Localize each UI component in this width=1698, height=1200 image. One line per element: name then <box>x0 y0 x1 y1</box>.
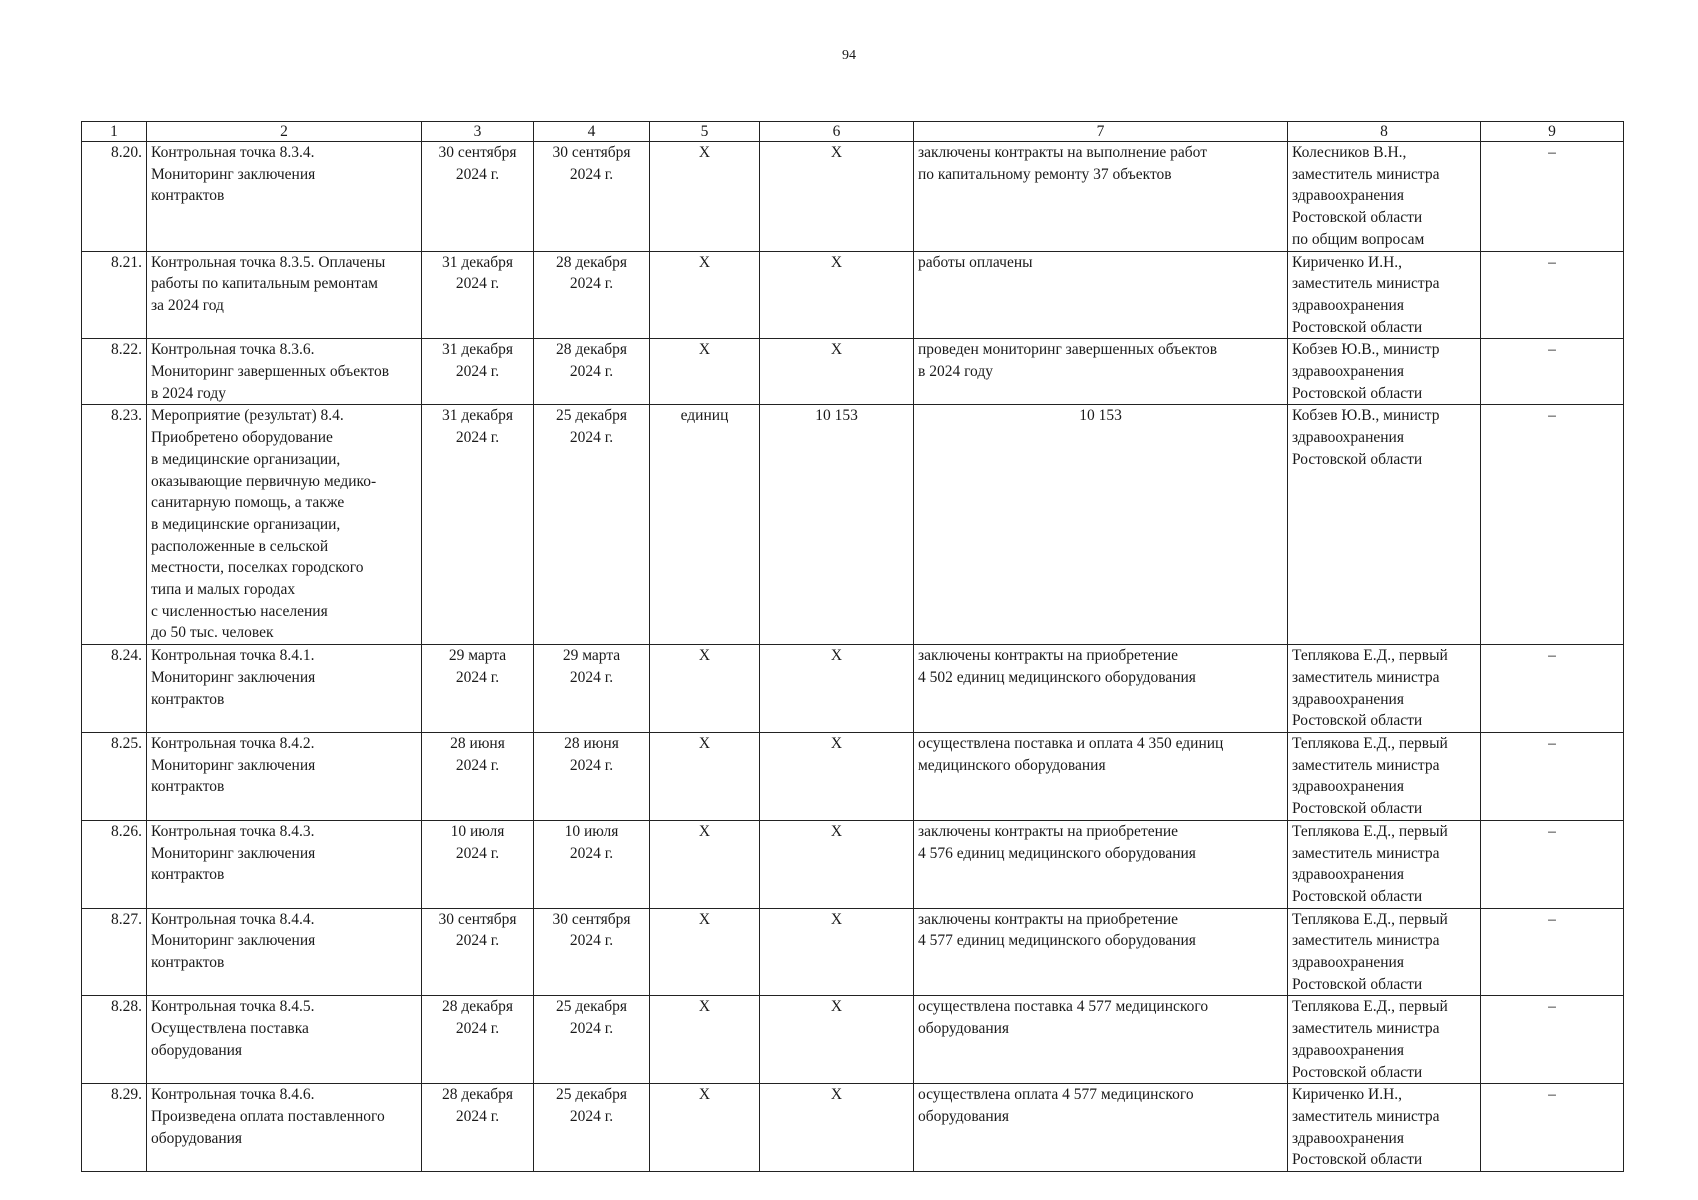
cell-text: 2024 г. <box>455 844 500 862</box>
cell-text: заместитель министра <box>1292 275 1440 293</box>
cell-text: 2024 г. <box>455 363 500 381</box>
date-forecast <box>534 820 650 908</box>
result-cell <box>914 251 1288 339</box>
cell-text: Мониторинг заключения <box>151 165 316 183</box>
table-row <box>82 405 1624 645</box>
responsible-cell <box>1288 996 1481 1084</box>
cell-text: Контрольная точка 8.4.3. <box>151 822 315 840</box>
value-cell <box>760 405 914 645</box>
cell-text: Контрольная точка 8.3.5. Оплачены <box>151 253 386 271</box>
column-header: 5 <box>650 122 760 142</box>
table-row <box>82 908 1624 996</box>
row-name <box>147 405 422 645</box>
cell-text: X <box>830 910 843 928</box>
cell-text: – <box>1548 253 1556 271</box>
cell-text: здравоохранения <box>1292 1129 1404 1147</box>
cell-text: – <box>1548 1086 1556 1104</box>
value-cell <box>760 996 914 1084</box>
row-number <box>82 732 147 820</box>
cell-text: 10 июля <box>564 822 619 840</box>
unit-cell <box>650 251 760 339</box>
cell-text: 8.20. <box>111 144 142 161</box>
cell-text: X <box>830 1086 843 1104</box>
date-forecast <box>534 251 650 339</box>
note-cell <box>1481 908 1624 996</box>
cell-text: 8.22. <box>111 341 142 359</box>
cell-text: X <box>830 341 843 359</box>
result-cell <box>914 645 1288 733</box>
cell-text: Контрольная точка 8.4.1. <box>151 647 315 665</box>
result-cell <box>914 820 1288 908</box>
cell-text: 2024 г. <box>455 756 500 774</box>
cell-text: за 2024 год <box>151 296 224 314</box>
cell-text: заместитель министра <box>1292 668 1440 686</box>
cell-text: Контрольная точка 8.4.4. <box>151 910 315 928</box>
cell-text: 10 июля <box>450 822 505 840</box>
page-number: 94 <box>842 48 856 63</box>
cell-text: – <box>1548 822 1556 840</box>
date-forecast <box>534 645 650 733</box>
cell-text: здравоохранения <box>1292 1041 1404 1059</box>
cell-text: 28 декабря <box>441 1086 514 1104</box>
cell-text: Приобретено оборудование <box>151 429 333 447</box>
cell-text: X <box>698 647 711 665</box>
cell-text: 31 декабря <box>441 341 514 359</box>
note-cell <box>1481 405 1624 645</box>
cell-text: 28 декабря <box>441 998 514 1016</box>
cell-text: работы оплачены <box>918 253 1033 271</box>
cell-text: X <box>830 998 843 1016</box>
row-number <box>82 996 147 1084</box>
cell-text: Кобзев Ю.В., министр <box>1292 341 1440 359</box>
cell-text: местности, поселках городского <box>151 559 364 577</box>
cell-text: Контрольная точка 8.4.2. <box>151 734 315 752</box>
cell-text: 8.25. <box>111 734 142 752</box>
date-forecast <box>534 732 650 820</box>
cell-text: здравоохранения <box>1292 363 1404 381</box>
responsible-cell <box>1288 908 1481 996</box>
cell-text: 2024 г. <box>569 844 614 862</box>
date-forecast <box>534 339 650 405</box>
cell-text: до 50 тыс. человек <box>151 624 274 642</box>
column-header: 7 <box>914 122 1288 142</box>
cell-text: в медицинские организации, <box>151 450 341 468</box>
cell-text: здравоохранения <box>1292 866 1404 884</box>
note-cell <box>1481 142 1624 252</box>
cell-text: 2024 г. <box>455 429 500 447</box>
row-name <box>147 732 422 820</box>
cell-text: Ростовской области <box>1292 712 1423 730</box>
date-planned <box>422 251 534 339</box>
date-planned <box>422 996 534 1084</box>
cell-text: 10 153 <box>815 407 858 425</box>
cell-text: заместитель министра <box>1292 1020 1440 1038</box>
cell-text: осуществлена поставка 4 577 медицинского <box>918 998 1209 1016</box>
cell-text: X <box>830 253 843 271</box>
result-cell <box>914 732 1288 820</box>
cell-text: 8.24. <box>111 647 142 665</box>
cell-text: по общим вопросам <box>1292 230 1425 248</box>
cell-text: контрактов <box>151 187 225 205</box>
responsible-cell <box>1288 405 1481 645</box>
cell-text: 2024 г. <box>569 1107 614 1125</box>
note-cell <box>1481 732 1624 820</box>
unit-cell <box>650 339 760 405</box>
cell-text: Кириченко И.Н., <box>1292 253 1403 271</box>
cell-text: осуществлена оплата 4 577 медицинского <box>918 1086 1194 1104</box>
cell-text: заместитель министра <box>1292 1107 1440 1125</box>
cell-text: – <box>1548 144 1556 161</box>
cell-text: Теплякова Е.Д., первый <box>1292 822 1448 840</box>
row-number <box>82 1084 147 1172</box>
date-forecast <box>534 142 650 252</box>
column-header: 1 <box>82 122 147 142</box>
cell-text: – <box>1548 341 1556 359</box>
date-planned <box>422 339 534 405</box>
row-name <box>147 645 422 733</box>
unit-cell <box>650 645 760 733</box>
cell-text: Осуществлена поставка <box>151 1020 309 1038</box>
cell-text: заключены контракты на приобретение <box>918 647 1179 665</box>
cell-text: Контрольная точка 8.3.4. <box>151 144 315 161</box>
row-name <box>147 908 422 996</box>
cell-text: 2024 г. <box>569 275 614 293</box>
value-cell <box>760 1084 914 1172</box>
cell-text: здравоохранения <box>1292 690 1404 708</box>
cell-text: здравоохранения <box>1292 187 1404 205</box>
cell-text: осуществлена поставка и оплата 4 350 единиц <box>918 734 1224 752</box>
cell-text: 30 сентября <box>438 910 517 928</box>
cell-text: здравоохранения <box>1292 296 1404 314</box>
table-row <box>82 732 1624 820</box>
cell-text: – <box>1548 647 1556 665</box>
value-cell <box>760 820 914 908</box>
date-planned <box>422 820 534 908</box>
table-row <box>82 996 1624 1084</box>
cell-text: Мониторинг заключения <box>151 844 316 862</box>
table-row <box>82 339 1624 405</box>
cell-text: 30 сентября <box>552 144 631 161</box>
row-number <box>82 142 147 252</box>
cell-text: заместитель министра <box>1292 932 1440 950</box>
cell-text: 2024 г. <box>569 1020 614 1038</box>
column-header: 2 <box>147 122 422 142</box>
row-name <box>147 339 422 405</box>
cell-text: 2024 г. <box>455 668 500 686</box>
cell-text: 10 153 <box>1079 407 1122 425</box>
result-cell <box>914 142 1288 252</box>
cell-text: санитарную помощь, а также <box>151 494 345 512</box>
table-row <box>82 645 1624 733</box>
cell-text: 30 сентября <box>438 144 517 161</box>
cell-text: 8.26. <box>111 822 142 840</box>
row-number <box>82 339 147 405</box>
cell-text: X <box>830 822 843 840</box>
date-planned <box>422 732 534 820</box>
date-planned <box>422 908 534 996</box>
cell-text: 28 июня <box>450 734 505 752</box>
column-header: 6 <box>760 122 914 142</box>
cell-text: в 2024 году <box>151 384 226 402</box>
note-cell <box>1481 1084 1624 1172</box>
cell-text: заместитель министра <box>1292 165 1440 183</box>
cell-text: Теплякова Е.Д., первый <box>1292 734 1448 752</box>
row-name <box>147 142 422 252</box>
column-header-row <box>82 122 1624 142</box>
responsible-cell <box>1288 1084 1481 1172</box>
result-cell <box>914 1084 1288 1172</box>
unit-cell <box>650 142 760 252</box>
cell-text: 29 марта <box>562 647 621 665</box>
responsible-cell <box>1288 732 1481 820</box>
cell-text: Ростовской области <box>1292 887 1423 905</box>
row-number <box>82 820 147 908</box>
cell-text: заключены контракты на приобретение <box>918 822 1179 840</box>
column-header: 3 <box>422 122 534 142</box>
date-planned <box>422 405 534 645</box>
cell-text: X <box>698 910 711 928</box>
result-cell <box>914 405 1288 645</box>
cell-text: 8.21. <box>111 253 142 271</box>
cell-text: контрактов <box>151 690 225 708</box>
cell-text: Контрольная точка 8.4.6. <box>151 1086 315 1104</box>
cell-text: Мероприятие (результат) 8.4. <box>151 407 344 425</box>
value-cell <box>760 732 914 820</box>
table-row <box>82 820 1624 908</box>
cell-text: типа и малых городах <box>151 581 296 599</box>
cell-text: 28 декабря <box>555 253 628 271</box>
cell-text: X <box>830 647 843 665</box>
unit-cell <box>650 996 760 1084</box>
cell-text: X <box>698 998 711 1016</box>
cell-text: здравоохранения <box>1292 429 1404 447</box>
cell-text: – <box>1548 910 1556 928</box>
cell-text: Ростовской области <box>1292 975 1423 993</box>
value-cell <box>760 251 914 339</box>
cell-text: 2024 г. <box>455 165 500 183</box>
cell-text: Ростовской области <box>1292 1063 1423 1081</box>
cell-text: здравоохранения <box>1292 778 1404 796</box>
value-cell <box>760 339 914 405</box>
cell-text: 2024 г. <box>455 275 500 293</box>
cell-text: Ростовской области <box>1292 209 1423 227</box>
cell-text: контрактов <box>151 866 225 884</box>
cell-text: 31 декабря <box>441 407 514 425</box>
cell-text: контрактов <box>151 778 225 796</box>
row-number <box>82 645 147 733</box>
unit-cell <box>650 908 760 996</box>
cell-text: 25 декабря <box>555 407 628 425</box>
cell-text: медицинского оборудования <box>918 756 1106 774</box>
cell-text: Ростовской области <box>1292 384 1423 402</box>
responsible-cell <box>1288 820 1481 908</box>
cell-text: 2024 г. <box>569 429 614 447</box>
cell-text: 2024 г. <box>569 932 614 950</box>
cell-text: Мониторинг заключения <box>151 668 316 686</box>
cell-text: 8.29. <box>111 1086 142 1104</box>
value-cell <box>760 645 914 733</box>
cell-text: 25 декабря <box>555 998 628 1016</box>
note-cell <box>1481 820 1624 908</box>
cell-text: Контрольная точка 8.3.6. <box>151 341 315 359</box>
cell-text: X <box>698 341 711 359</box>
date-planned <box>422 1084 534 1172</box>
row-number <box>82 908 147 996</box>
cell-text: 31 декабря <box>441 253 514 271</box>
date-forecast <box>534 908 650 996</box>
responsible-cell <box>1288 645 1481 733</box>
cell-text: Ростовской области <box>1292 450 1423 468</box>
cell-text: Произведена оплата поставленного <box>151 1107 385 1125</box>
cell-text: X <box>830 734 843 752</box>
row-number <box>82 251 147 339</box>
cell-text: заместитель министра <box>1292 756 1440 774</box>
column-header: 4 <box>534 122 650 142</box>
note-cell <box>1481 339 1624 405</box>
column-header: 9 <box>1481 122 1624 142</box>
cell-text: 4 577 единиц медицинского оборудования <box>918 932 1196 950</box>
note-cell <box>1481 251 1624 339</box>
cell-text: 8.27. <box>111 910 142 928</box>
cell-text: оказывающие первичную медико- <box>151 472 377 490</box>
cell-text: Мониторинг заключения <box>151 756 316 774</box>
cell-text: Ростовской области <box>1292 318 1423 336</box>
cell-text: заместитель министра <box>1292 844 1440 862</box>
cell-text: единиц <box>680 407 729 425</box>
result-cell <box>914 339 1288 405</box>
responsible-cell <box>1288 339 1481 405</box>
cell-text: 2024 г. <box>569 668 614 686</box>
cell-text: 2024 г. <box>455 932 500 950</box>
cell-text: Мониторинг заключения <box>151 932 316 950</box>
cell-text: проведен мониторинг завершенных объектов <box>918 341 1218 359</box>
cell-text: Теплякова Е.Д., первый <box>1292 910 1448 928</box>
unit-cell <box>650 820 760 908</box>
cell-text: 28 июня <box>564 734 619 752</box>
value-cell <box>760 908 914 996</box>
cell-text: Колесников В.Н., <box>1292 144 1407 161</box>
control-points-table <box>81 121 1624 1172</box>
cell-text: Мониторинг завершенных объектов <box>151 363 390 381</box>
cell-text: 29 марта <box>448 647 507 665</box>
cell-text: 4 502 единиц медицинского оборудования <box>918 668 1196 686</box>
cell-text: в 2024 году <box>918 363 993 381</box>
cell-text: 2024 г. <box>569 756 614 774</box>
cell-text: оборудования <box>918 1107 1010 1125</box>
date-planned <box>422 142 534 252</box>
cell-text: X <box>830 144 843 161</box>
cell-text: здравоохранения <box>1292 954 1404 972</box>
unit-cell <box>650 1084 760 1172</box>
cell-text: Кириченко И.Н., <box>1292 1086 1403 1104</box>
cell-text: оборудования <box>918 1020 1010 1038</box>
cell-text: X <box>698 1086 711 1104</box>
cell-text: заключены контракты на приобретение <box>918 910 1179 928</box>
cell-text: оборудования <box>151 1129 243 1147</box>
cell-text: 8.28. <box>111 998 142 1016</box>
note-cell <box>1481 996 1624 1084</box>
cell-text: в медицинские организации, <box>151 515 341 533</box>
row-name <box>147 820 422 908</box>
cell-text: 4 576 единиц медицинского оборудования <box>918 844 1196 862</box>
cell-text: заключены контракты на выполнение работ <box>918 144 1207 161</box>
date-forecast <box>534 996 650 1084</box>
note-cell <box>1481 645 1624 733</box>
column-header: 8 <box>1288 122 1481 142</box>
cell-text: Контрольная точка 8.4.5. <box>151 998 315 1016</box>
cell-text: Ростовской области <box>1292 800 1423 818</box>
row-name <box>147 251 422 339</box>
cell-text: X <box>698 144 711 161</box>
date-forecast <box>534 1084 650 1172</box>
cell-text: – <box>1548 734 1556 752</box>
cell-text: X <box>698 253 711 271</box>
cell-text: 8.23. <box>111 407 142 425</box>
table-row <box>82 251 1624 339</box>
row-name <box>147 1084 422 1172</box>
cell-text: по капитальному ремонту 37 объектов <box>918 165 1172 183</box>
cell-text: – <box>1548 407 1556 425</box>
cell-text: 2024 г. <box>569 363 614 381</box>
date-planned <box>422 645 534 733</box>
unit-cell <box>650 732 760 820</box>
cell-text: 28 декабря <box>555 341 628 359</box>
cell-text: с численностью населения <box>151 602 328 620</box>
cell-text: расположенные в сельской <box>151 537 329 555</box>
cell-text: контрактов <box>151 954 225 972</box>
result-cell <box>914 908 1288 996</box>
cell-text: Теплякова Е.Д., первый <box>1292 647 1448 665</box>
cell-text: Теплякова Е.Д., первый <box>1292 998 1448 1016</box>
responsible-cell <box>1288 251 1481 339</box>
cell-text: X <box>698 822 711 840</box>
cell-text: 2024 г. <box>455 1020 500 1038</box>
cell-text: Ростовской области <box>1292 1151 1423 1169</box>
cell-text: 25 декабря <box>555 1086 628 1104</box>
cell-text: оборудования <box>151 1041 243 1059</box>
cell-text: 2024 г. <box>569 165 614 183</box>
table-row <box>82 142 1624 252</box>
cell-text: 30 сентября <box>552 910 631 928</box>
date-forecast <box>534 405 650 645</box>
table-row <box>82 1084 1624 1172</box>
cell-text: Кобзев Ю.В., министр <box>1292 407 1440 425</box>
unit-cell <box>650 405 760 645</box>
cell-text: работы по капитальным ремонтам <box>151 275 378 293</box>
result-cell <box>914 996 1288 1084</box>
value-cell <box>760 142 914 252</box>
cell-text: 2024 г. <box>455 1107 500 1125</box>
cell-text: – <box>1548 998 1556 1016</box>
row-name <box>147 996 422 1084</box>
row-number <box>82 405 147 645</box>
responsible-cell <box>1288 142 1481 252</box>
cell-text: X <box>698 734 711 752</box>
